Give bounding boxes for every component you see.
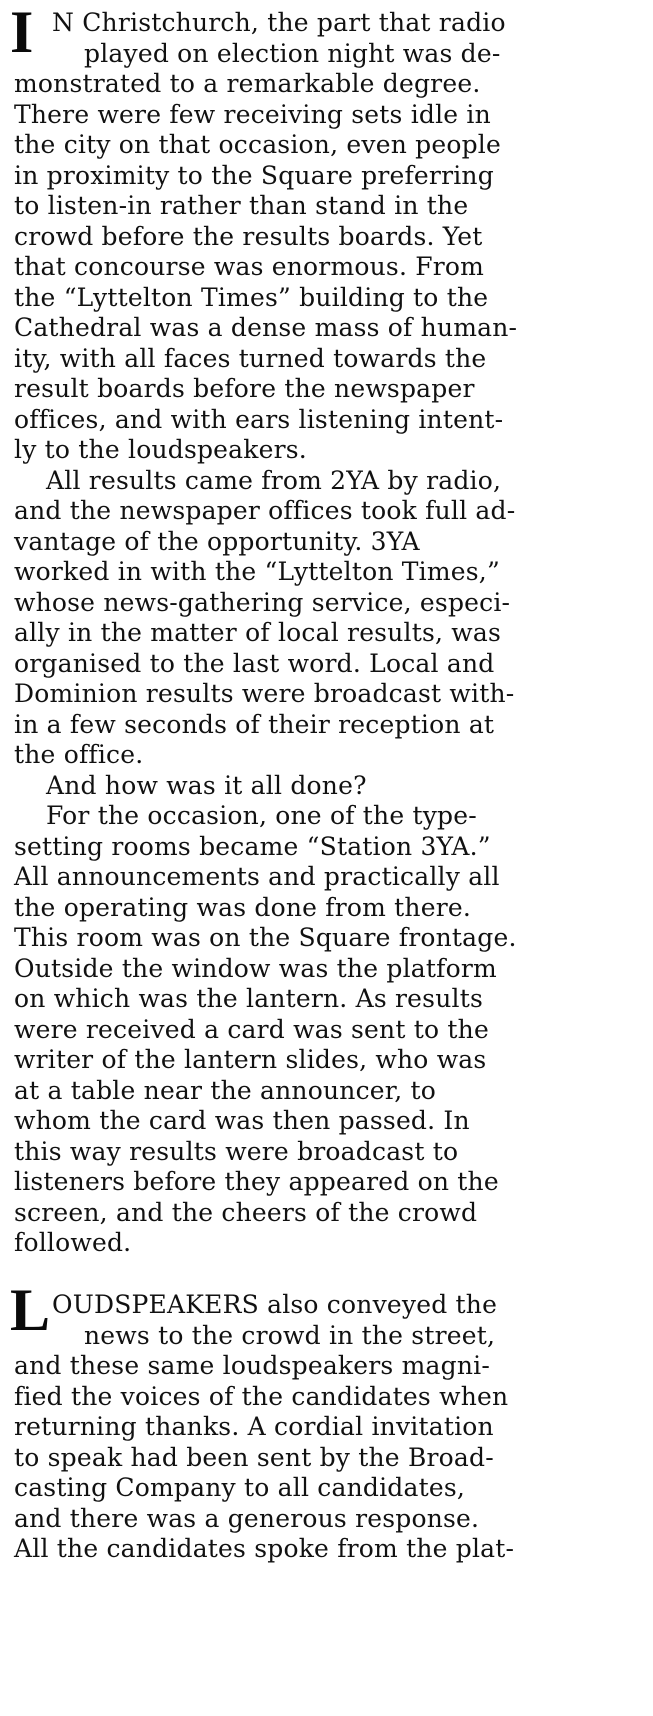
text-line: Cathedral was a dense mass of human- <box>14 313 518 342</box>
text-line: the “Lyttelton Times” building to the <box>14 282 489 312</box>
text-line: and there was a generous response. <box>14 1503 480 1533</box>
text-line: casting Company to all candidates, <box>14 1473 466 1502</box>
text-line: worked in with the “Lyttelton Times,” <box>14 557 500 586</box>
text-line: N Christchurch, the part that radio <box>52 8 506 37</box>
text-line: returning thanks. A cordial invitation <box>14 1412 494 1441</box>
text-line: whom the card was then passed. In <box>14 1106 470 1135</box>
text-line: in proximity to the Square preferring <box>14 160 494 190</box>
text-line: All results came from 2YA by radio, <box>46 465 502 495</box>
text-line: offices, and with ears listening intent- <box>14 404 504 434</box>
text-line: to speak had been sent by the Broad- <box>14 1442 494 1472</box>
text-line: OUDSPEAKERS also conveyed the <box>52 1290 498 1319</box>
text-line: were received a card was sent to the <box>14 1014 489 1044</box>
text-line: All the candidates spoke from the plat- <box>14 1534 515 1563</box>
text-line: screen, and the cheers of the crowd <box>14 1197 478 1227</box>
text-line: and the newspaper offices took full ad- <box>14 496 516 525</box>
text-line: news to the crowd in the street, <box>84 1320 496 1350</box>
text-line: the city on that occasion, even people <box>14 130 501 159</box>
text-line: For the occasion, one of the type- <box>46 801 477 830</box>
text-line: All announcements and practically all <box>14 862 500 891</box>
drop-cap-section-1: I <box>10 0 34 65</box>
text-line: writer of the lantern slides, who was <box>14 1045 487 1074</box>
text-line: the operating was done from there. <box>14 892 472 922</box>
text-line: organised to the last word. Local and <box>14 648 495 678</box>
text-line: and these same loudspeakers magni- <box>14 1351 490 1380</box>
text-line: to listen-in rather than stand in the <box>14 191 469 220</box>
text-line: Dominion results were broadcast with- <box>14 679 515 708</box>
text-line: vantage of the opportunity. 3YA <box>14 526 420 556</box>
text-line: on which was the lantern. As results <box>14 984 483 1013</box>
text-line: fied the voices of the candidates when <box>14 1381 509 1411</box>
text-line: the office. <box>14 740 144 769</box>
text-line: in a few seconds of their reception at <box>14 709 495 739</box>
text-line: that concourse was enormous. From <box>14 252 485 281</box>
text-line: ly to the loudspeakers. <box>14 435 307 464</box>
text-line: this way results were broadcast to <box>14 1136 459 1166</box>
text-line: monstrated to a remarkable degree. <box>14 69 481 98</box>
text-line: crowd before the results boards. Yet <box>14 221 483 251</box>
drop-cap-section-2: L <box>10 1277 51 1343</box>
text-line: played on election night was de- <box>84 38 501 68</box>
text-line: Outside the window was the platform <box>14 953 497 983</box>
text-line: setting rooms became “Station 3YA.” <box>14 831 491 861</box>
text-line: listeners before they appeared on the <box>14 1167 499 1196</box>
text-line: whose news-gathering service, especi- <box>14 587 511 617</box>
text-line: ity, with all faces turned towards the <box>14 343 487 373</box>
text-line: There were few receiving sets idle in <box>14 99 491 129</box>
text-line: This room was on the Square frontage. <box>14 923 517 952</box>
text-line: at a table near the announcer, to <box>14 1075 436 1105</box>
text-line: And how was it all done? <box>46 770 367 800</box>
text-line: followed. <box>14 1228 132 1257</box>
text-line: ally in the matter of local results, was <box>14 618 502 647</box>
text-line: result boards before the newspaper <box>14 374 475 403</box>
